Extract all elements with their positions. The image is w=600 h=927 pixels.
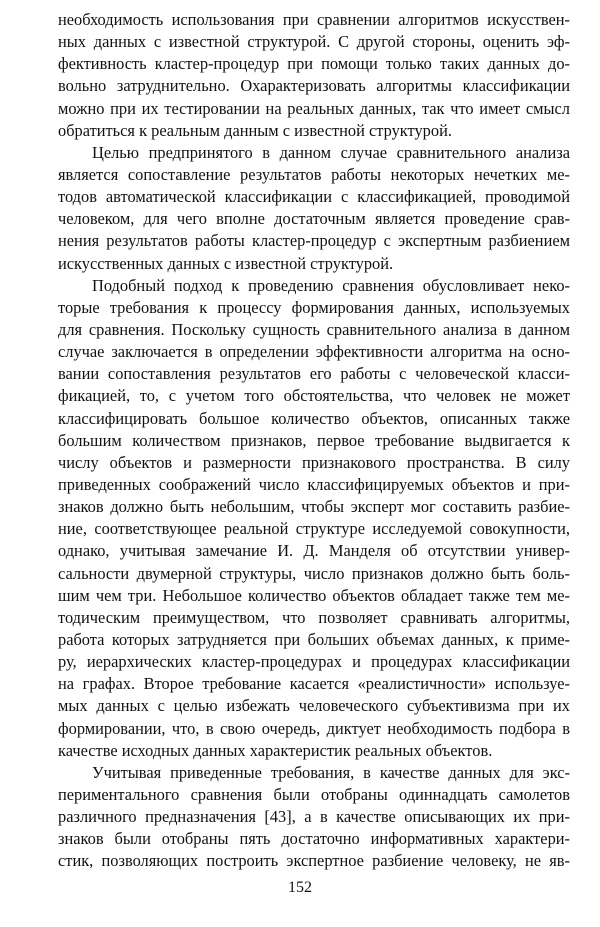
text-line: торые требования к процессу формирования данных, используемых [58, 297, 570, 317]
text-line: сальности двумерной структуры, число признаков должно быть боль- [58, 563, 570, 583]
text-line: однако, учитывая замечание И. Д. Манделя об отсутствии универ- [58, 541, 570, 561]
text-line: классифицировать большое количество объектов, описанных также [58, 408, 570, 428]
text-line: нения результатов работы кластер-процедур с экспертным разбиением [58, 231, 570, 251]
text-line: для сравнения. Поскольку сущность сравнительного анализа в данном [58, 319, 570, 339]
text-line: Целью предпринятого в данном случае сравнительного анализа [92, 142, 570, 162]
text-line: качестве исходных данных характеристик реальных объектов. [58, 740, 493, 760]
text-line: различного предназначения [43], а в качестве описывающих их при- [58, 807, 570, 827]
text-line: фикацией, то, с учетом того обстоятельства, что человек не может [58, 386, 570, 406]
paragraph-4 [58, 762, 570, 873]
paragraph-3 [58, 275, 570, 762]
text-line: Учитывая приведенные требования, в качестве данных для экс- [92, 762, 570, 782]
text-line: человеком, для чего вполне достаточным является проведение срав- [58, 209, 570, 229]
text-line: мых данных с целью избежать человеческого субъективизма при их [58, 696, 570, 716]
text-line: обратиться к реальным данным с известной структурой. [58, 120, 452, 140]
paragraph-2 [58, 142, 570, 275]
text-line: фективность кластер-процедур при помощи только таких данных до- [58, 54, 570, 74]
text-line: стик, позволяющих построить экспертное разбиение человеку, не яв- [58, 851, 570, 871]
text-line: вольно затруднительно. Охарактеризовать алгоритмы классификации [58, 76, 570, 96]
text-line: необходимость использования при сравнении алгоритмов искусствен- [58, 10, 570, 29]
text-line: вании сопоставления результатов его работы с человеческой класси- [58, 364, 570, 384]
text-line: является сопоставление результатов работы некоторых нечетких ме- [58, 164, 570, 184]
text-line: периментального сравнения были отобраны одиннадцать самолетов [58, 784, 570, 804]
text-line: можно при их тестировании на реальных данных, так что имеет смысл [58, 98, 570, 118]
text-line: знаков должно быть небольшим, чтобы эксперт мог составить разбие- [58, 497, 570, 517]
text-line: ние, соответствующее реальной структуре исследуемой совокупности, [58, 519, 570, 539]
text-line: ных данных с известной структурой. С другой стороны, оценить эф- [58, 32, 570, 52]
text-line: числу объектов и размерности признакового пространства. В силу [58, 452, 570, 472]
text-line: Подобный подход к проведению сравнения обусловливает неко- [92, 275, 570, 295]
page-number: 152 [288, 879, 312, 896]
text-line: большим количеством признаков, первое требование выдвигается к [58, 430, 570, 450]
text-line: работа которых затрудняется при больших объемах данных, к приме- [58, 629, 570, 649]
text-line: тодическим преимуществом, что позволяет сравнивать алгоритмы, [58, 607, 570, 627]
text-line: случае заключается в определении эффективности алгоритма на осно- [58, 342, 570, 362]
text-line: на графах. Второе требование касается «реалистичности» используе- [58, 674, 570, 694]
text-line: ру, иерархических кластер-процедурах и процедурах классификации [58, 652, 570, 672]
text-line: тодов автоматической классификации с классификацией, проводимой [58, 187, 570, 207]
text-line: знаков были отобраны пять достаточно информативных характери- [58, 829, 570, 849]
text-line: шим чем три. Небольшое количество объектов обладает также тем ме- [58, 585, 570, 605]
paragraph-1 [58, 9, 570, 142]
text-line: приведенных соображений число классифицируемых объектов и при- [58, 474, 570, 494]
body-text [58, 9, 570, 872]
text-line: формировании, что, в свою очередь, диктует необходимость подбора в [58, 718, 570, 738]
text-line: искусственных данных с известной структурой. [58, 253, 394, 273]
